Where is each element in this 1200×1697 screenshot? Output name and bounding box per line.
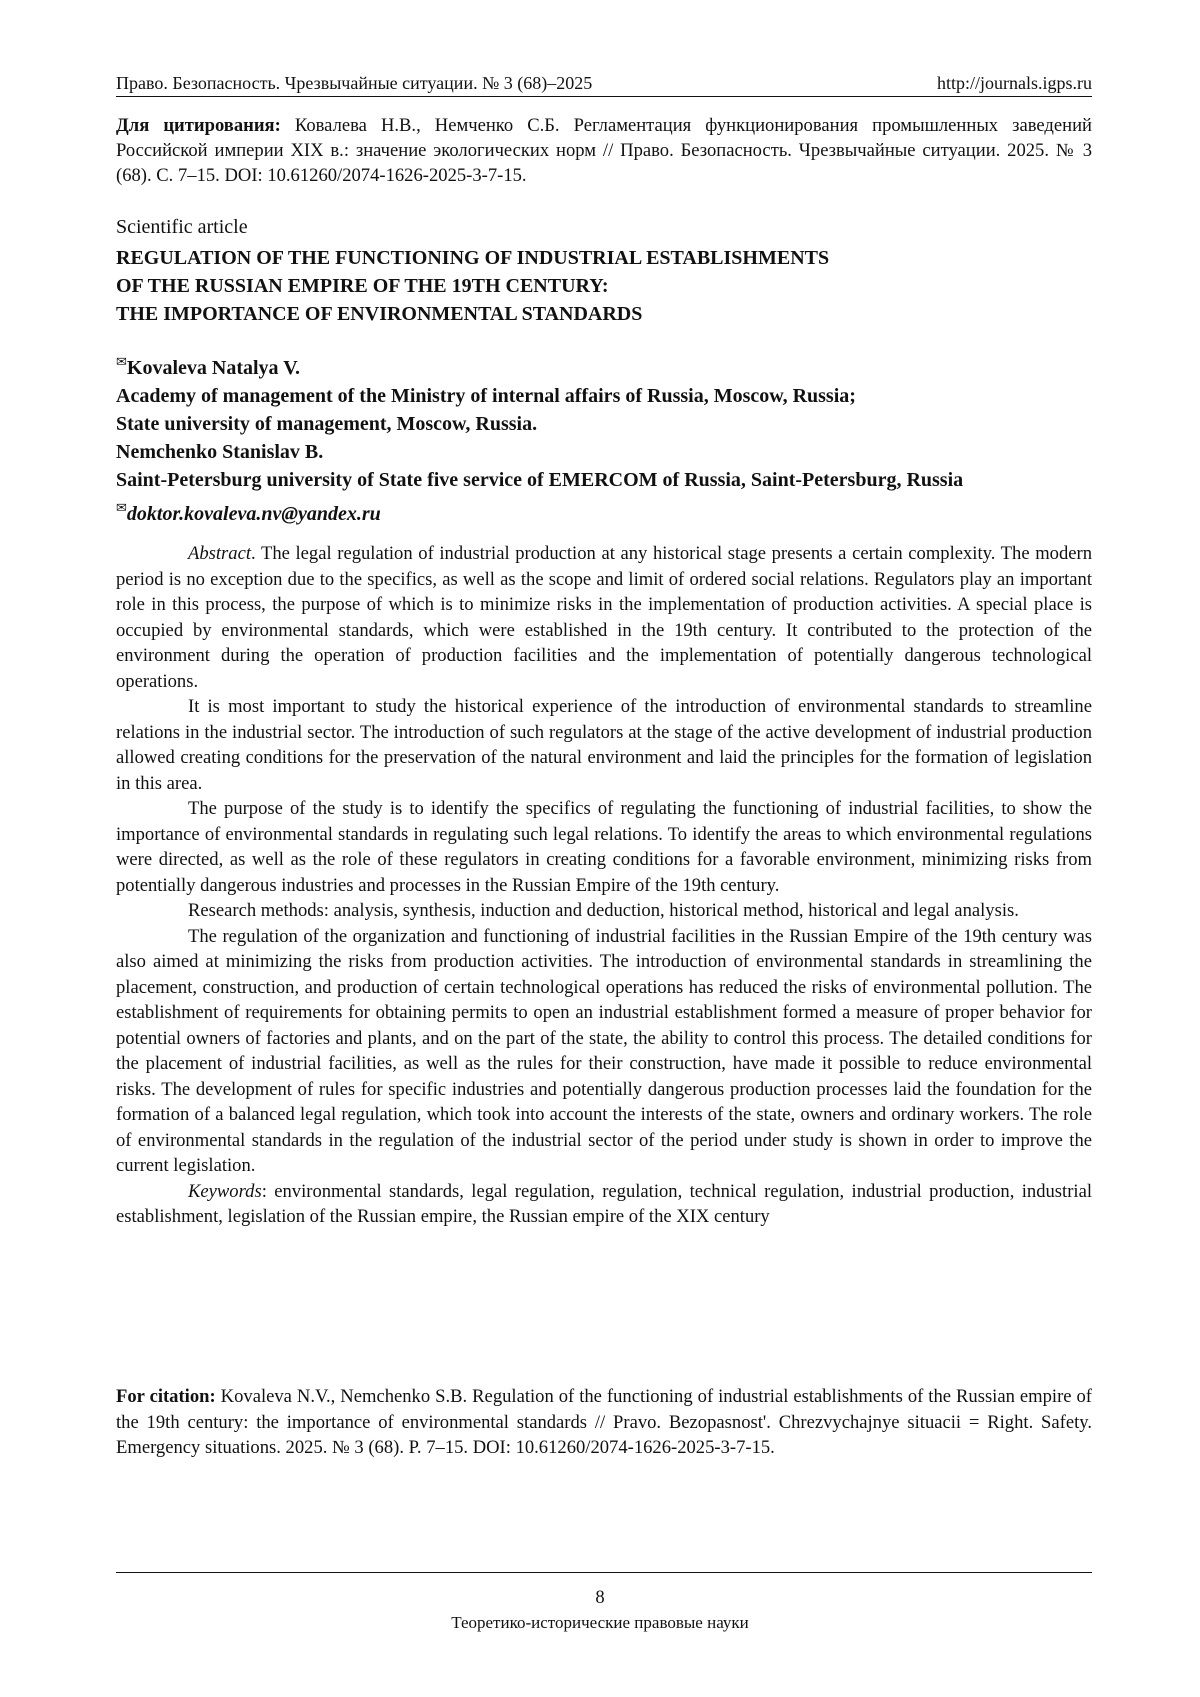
keywords-text: : environmental standards, legal regulation, regulation, technical regulation, industrial production, industrial establishment, legislation of the Russian empire, the Russian empire of the XIX century: [116, 1180, 1092, 1227]
author-1: [116, 348, 1116, 382]
page-number: 8: [595, 1587, 605, 1608]
citation-ru-label: Для цитирования:: [116, 115, 281, 136]
affiliation-1a: Academy of management of the Ministry of internal affairs of Russia, Moscow, Russia;: [116, 385, 856, 407]
envelope-icon: ✉: [116, 500, 127, 515]
article-type: Scientific article: [116, 216, 248, 238]
affiliation-2: Saint-Petersburg university of State five service of EMERCOM of Russia, Saint-Petersburg, Russia: [116, 469, 964, 491]
citation-en-label: For citation:: [116, 1386, 216, 1407]
abstract-paragraph: [116, 541, 1092, 694]
author-email-line: [116, 494, 1116, 528]
author-block: [116, 348, 1116, 528]
running-header: [116, 72, 1092, 97]
article-title: [116, 244, 1092, 328]
title-line: REGULATION OF THE FUNCTIONING OF INDUSTRIAL ESTABLISHMENTS: [116, 247, 830, 269]
abstract-paragraph: It is most important to study the historical experience of the introduction of environmental standards to streamline relations in the industrial sector. The introduction of such regulators at the stage of the active development of industrial production allowed creating conditions for the preservation of the natural environment and laid the principles for the formation of legislation in this area.: [116, 696, 1092, 794]
citation-en: [116, 1384, 1092, 1461]
keywords: [116, 1179, 1092, 1230]
author-email[interactable]: doktor.kovaleva.nv@yandex.ru: [126, 503, 381, 525]
title-line: OF THE RUSSIAN EMPIRE OF THE 19TH CENTURY:: [116, 275, 609, 297]
affiliation-1b: State university of management, Moscow, Russia.: [116, 413, 538, 435]
author-2-name: Nemchenko Stanislav B.: [116, 441, 324, 463]
keywords-label: Keywords: [188, 1180, 262, 1202]
title-line: THE IMPORTANCE OF ENVIRONMENTAL STANDARDS: [116, 303, 643, 325]
abstract: [116, 541, 1092, 1230]
citation-en-text: Kovaleva N.V., Nemchenko S.B. Regulation of the functioning of industrial establishments of the Russian empire of the 19th century: the importance of environmental standards // Pravo. Bezopasnost'. Chrezvychajnye situacii = Right. Safety. Emergency situations. 2025. № 3 (68). P. 7–15. DOI: 10.61260/2074-1626-2025-3-7-15.: [116, 1386, 1092, 1458]
section-name: Теоретико-исторические правовые науки: [451, 1613, 749, 1632]
author-1-name: Kovaleva Natalya V.: [126, 357, 301, 379]
abstract-paragraph: Research methods: analysis, synthesis, induction and deduction, historical method, historical and legal analysis.: [188, 900, 1019, 921]
abstract-paragraph: The regulation of the organization and functioning of industrial facilities in the Russian Empire of the 19th century was also aimed at minimizing the risks from production activities. The introduction of environmental standards in streamlining the placement, construction, and production of certain technological operations has reduced the risks of environmental pollution. The establishment of requirements for obtaining permits to open an industrial establishment formed a measure of proper behavior for potential owners of factories and plants, and on the part of the state, the ability to control this process. The detailed conditions for the placement of industrial facilities, as well as the rules for their construction, have made it possible to reduce environmental risks. The development of rules for specific industries and potentially dangerous production processes laid the foundation for the formation of a balanced legal regulation, which took into account the interests of the state, owners and ordinary workers. The role of environmental standards in the regulation of the industrial sector of the period under study is shown in order to improve the current legislation.: [116, 925, 1092, 1176]
citation-ru: [116, 113, 1092, 188]
journal-url[interactable]: http://journals.igps.ru: [937, 73, 1092, 93]
envelope-icon: ✉: [116, 354, 127, 369]
abstract-label: Abstract: [188, 543, 252, 564]
abstract-text: . The legal regulation of industrial production at any historical stage presents a certain complexity. The modern period is no exception due to the specifics, as well as the scope and limit of ordered social relations. Regulators play an important role in this process, the purpose of which is to minimize risks in the implementation of production activities. A special place is occupied by environmental standards, which were established in the 19th century. It contributed to the protection of the environment during the operation of production facilities and the implementation of potentially dangerous technological operations.: [116, 543, 1092, 692]
footer-divider: [116, 1572, 1092, 1573]
citation-ru-text: Ковалева Н.В., Немченко С.Б. Регламентация функционирования промышленных заведений Российской империи XIX в.: значение экологических норм // Право. Безопасность. Чрезвычайные ситуации. 2025. № 3 (68). С. 7–15. DOI: 10.61260/2074-1626-2025-3-7-15.: [116, 115, 1092, 186]
abstract-paragraph: The purpose of the study is to identify the specifics of regulating the functioning of industrial facilities, to show the importance of environmental standards in regulating such legal relations. To identify the areas to which environmental regulations were directed, as well as the role of these regulators in creating conditions for a favorable environment, minimizing risks from potentially dangerous industries and processes in the Russian Empire of the 19th century.: [116, 798, 1092, 896]
journal-name: Право. Безопасность. Чрезвычайные ситуации. № 3 (68)–2025: [116, 73, 593, 93]
